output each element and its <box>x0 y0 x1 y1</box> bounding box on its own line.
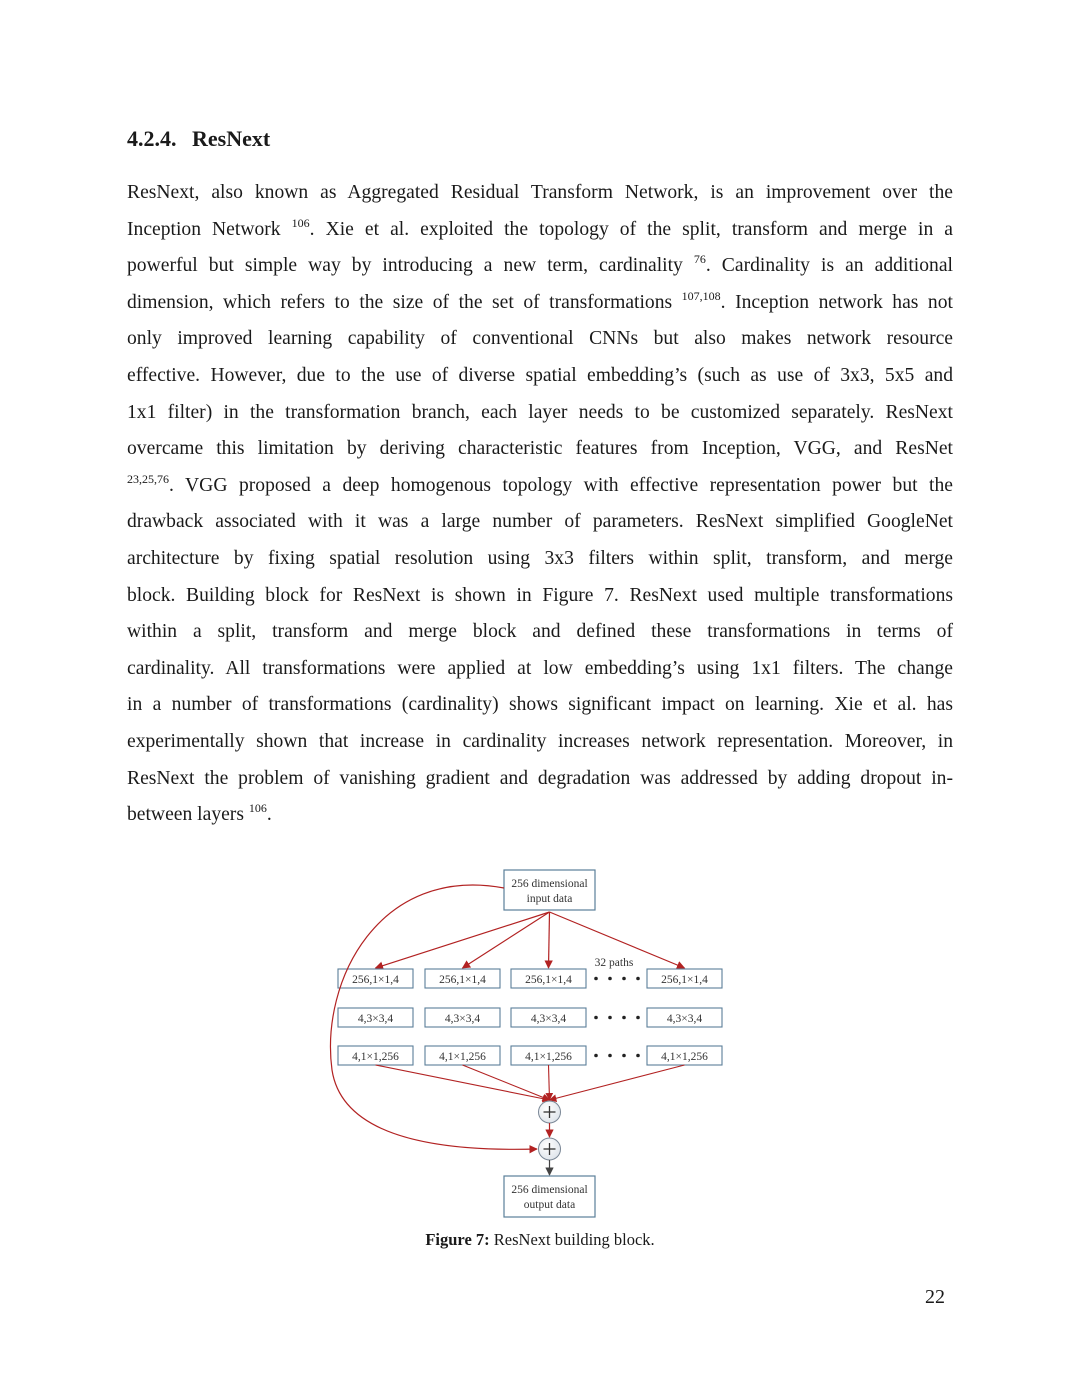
citation-superscript: 76 <box>693 252 706 267</box>
output-box-label: 256 dimensional <box>511 1184 588 1196</box>
text-line: block. Building block for ResNext is shown in Figure 7. ResNext used multiple transformations <box>127 584 953 606</box>
merge-arrow <box>463 1065 550 1100</box>
split-arrow <box>463 912 550 968</box>
text-line: only improved learning capability of conventional CNNs but also makes network resource <box>127 328 953 350</box>
transform-box-label: 4,3×3,4 <box>357 1013 394 1025</box>
transform-box-label: 4,1×1,256 <box>661 1051 708 1063</box>
caption-text: ResNext building block. <box>489 1230 655 1249</box>
section-heading <box>127 126 270 152</box>
text-line: drawback associated with it was a large number of parameters. ResNext simplified GoogleNet <box>127 511 953 533</box>
figure-caption <box>0 1230 1080 1250</box>
input-box-label: input data <box>526 893 573 905</box>
paths-count-label: 32 paths <box>594 957 634 969</box>
merge-arrow <box>376 1065 550 1100</box>
ellipsis-dot <box>636 1054 640 1058</box>
ellipsis-dot <box>608 1054 612 1058</box>
text-line: powerful but simple way by introducing a new term, cardinality $^{76}$. Cardinality is an additional <box>127 252 953 277</box>
text-line: $^{23,25,76}$. VGG proposed a deep homogenous topology with effective representation power but the <box>127 471 953 496</box>
text-line: within a split, transform and merge block and defined these transformations in terms of <box>127 621 953 643</box>
ellipsis-dot <box>636 977 640 981</box>
text-line: architecture by fixing spatial resolution using 3x3 filters within split, transform, and merge <box>127 547 953 569</box>
ellipsis-dot <box>622 977 626 981</box>
page-number: 22 <box>925 1286 945 1308</box>
transform-box-label: 256,1×1,4 <box>352 974 399 986</box>
text-line: between layers $^{106}$. <box>127 801 272 826</box>
ellipsis-dot <box>594 1016 598 1020</box>
transform-box-label: 4,1×1,256 <box>439 1051 486 1063</box>
transform-box-label: 256,1×1,4 <box>439 974 486 986</box>
text-line: overcame this limitation by deriving characteristic features from Inception, VGG, and ResNet <box>127 438 953 460</box>
ellipsis-dot <box>622 1016 626 1020</box>
citation-superscript: 23,25,76 <box>127 471 169 486</box>
transform-box-label: 4,3×3,4 <box>666 1013 703 1025</box>
transform-box-label: 4,1×1,256 <box>352 1051 399 1063</box>
citation-superscript: 107,108 <box>681 288 721 303</box>
ellipsis-dot <box>608 1016 612 1020</box>
body-paragraph <box>127 175 953 834</box>
text-line: cardinality. All transformations were applied at low embedding’s using 1x1 filters. The change <box>127 657 953 679</box>
text-line: experimentally shown that increase in cardinality increases network representation. Moreover, in <box>127 730 953 752</box>
transform-box-label: 256,1×1,4 <box>525 974 572 986</box>
section-number: 4.2.4. <box>127 126 177 151</box>
merge-arrow <box>550 1065 685 1100</box>
text-line: in a number of transformations (cardinality) shows significant impact on learning. Xie et al. has <box>127 694 953 716</box>
input-box-label: 256 dimensional <box>511 878 588 890</box>
text-line: dimension, which refers to the size of the set of transformations $^{107,108}$. Inception network has not <box>127 288 953 313</box>
caption-label: Figure 7: <box>425 1230 490 1249</box>
ellipsis-dot <box>594 977 598 981</box>
citation-superscript: 106 <box>248 801 267 816</box>
transform-box-label: 256,1×1,4 <box>661 974 708 986</box>
text-line: ResNext, also known as Aggregated Residual Transform Network, is an improvement over the <box>127 182 953 203</box>
ellipsis-dot <box>636 1016 640 1020</box>
transform-box-label: 4,1×1,256 <box>525 1051 572 1063</box>
text-line: 1x1 filter) in the transformation branch, each layer needs to be customized separately. ResNext <box>127 401 953 423</box>
text-line: Inception Network $^{106}$. Xie et al. exploited the topology of the split, transform and merge in a <box>127 215 953 240</box>
split-arrow <box>376 912 550 968</box>
transform-box-label: 4,3×3,4 <box>444 1013 481 1025</box>
ellipsis-dot <box>608 977 612 981</box>
text-line: effective. However, due to the use of diverse spatial embedding’s (such as use of 3x3, 5x5 and <box>127 364 953 386</box>
text-line: ResNext the problem of vanishing gradient and degradation was addressed by adding dropout in- <box>127 767 953 789</box>
diagram <box>320 860 740 1230</box>
ellipsis-dot <box>622 1054 626 1058</box>
ellipsis-dot <box>594 1054 598 1058</box>
citation-superscript: 106 <box>291 215 310 230</box>
transform-box-label: 4,3×3,4 <box>530 1013 567 1025</box>
output-box-label: output data <box>523 1199 576 1211</box>
merge-arrow <box>549 1065 550 1100</box>
section-title: ResNext <box>192 126 271 151</box>
split-arrow <box>549 912 550 968</box>
figure-resnext-block <box>320 860 740 1230</box>
